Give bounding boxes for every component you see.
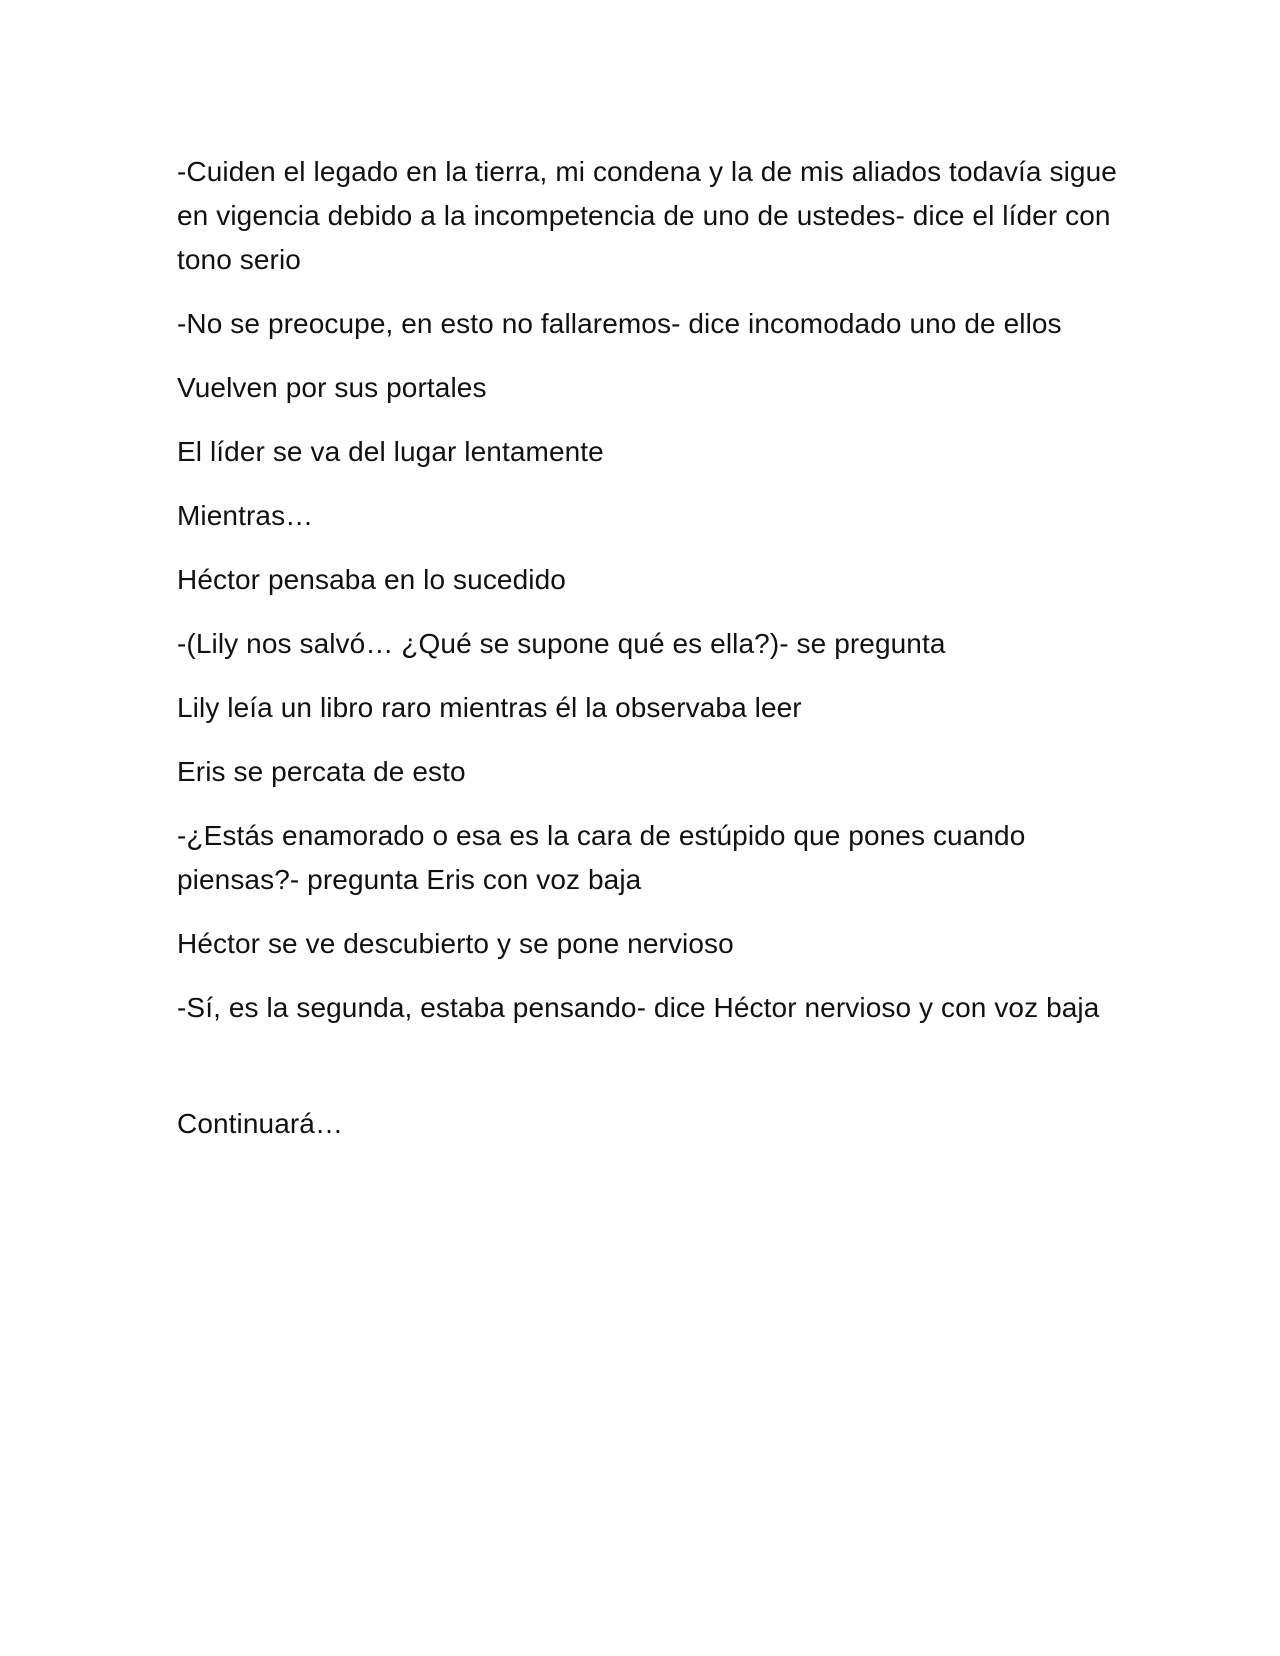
paragraph: Lily leía un libro raro mientras él la observaba leer xyxy=(177,692,802,723)
paragraph: Héctor se ve descubierto y se pone nervioso xyxy=(177,928,734,959)
paragraph: -(Lily nos salvó… ¿Qué se supone qué es ella?)- se pregunta xyxy=(177,628,946,659)
paragraph: Mientras… xyxy=(177,500,314,531)
paragraph: -Cuiden el legado en la tierra, mi condena y la de mis aliados todavía sigue en vigencia debido a la incompetencia de uno de ustedes- dice el líder con tono serio xyxy=(177,156,1117,275)
document-body xyxy=(177,150,1117,1166)
blank-line xyxy=(177,1050,1117,1102)
paragraph: -Sí, es la segunda, estaba pensando- dice Héctor nervioso y con voz baja xyxy=(177,992,1100,1023)
paragraph: Héctor pensaba en lo sucedido xyxy=(177,564,566,595)
closing-line: Continuará… xyxy=(177,1108,344,1139)
paragraph: Eris se percata de esto xyxy=(177,756,466,787)
paragraph: -¿Estás enamorado o esa es la cara de estúpido que pones cuando piensas?- pregunta Eris con voz baja xyxy=(177,820,1026,895)
paragraph: El líder se va del lugar lentamente xyxy=(177,436,604,467)
paragraph: -No se preocupe, en esto no fallaremos- dice incomodado uno de ellos xyxy=(177,308,1062,339)
paragraph: Vuelven por sus portales xyxy=(177,372,487,403)
